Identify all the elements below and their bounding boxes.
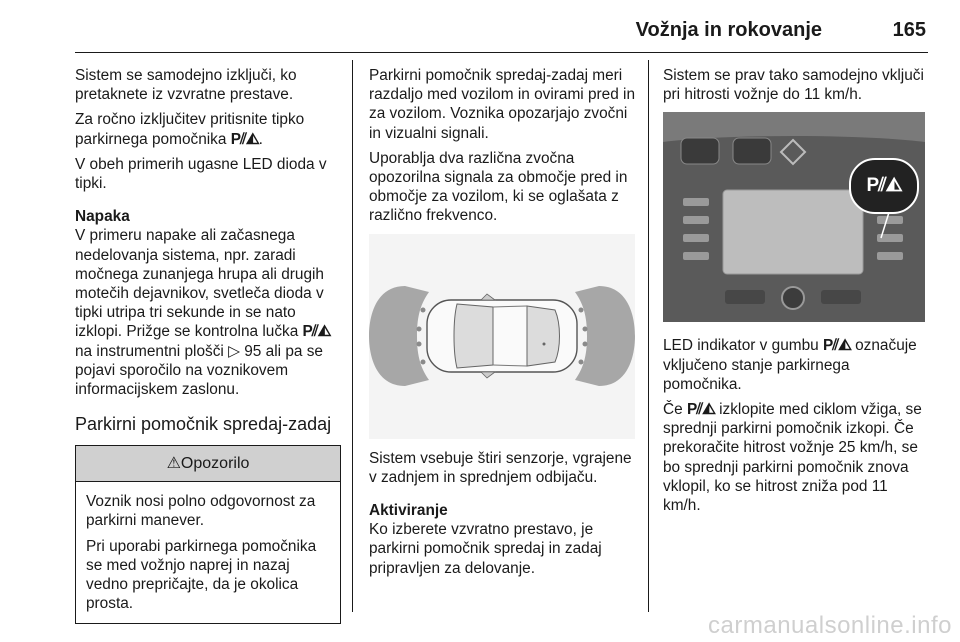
- warning-icon: ⚠: [166, 455, 181, 473]
- column-left: [75, 66, 343, 624]
- page-number: 165: [892, 19, 926, 41]
- column-middle: [369, 66, 639, 584]
- warning-body: [76, 482, 340, 623]
- parking-assist-symbol: P⫽◭: [230, 130, 259, 148]
- header-title: Vožnja in rokovanje: [635, 19, 822, 41]
- warning-text: Voznik nosi polno odgovornost za parkirni manever.: [86, 493, 316, 530]
- paragraph: LED indikator v gumbu P⫽◭ označuje vključeno stanje parkirnega pomočnika.: [663, 337, 917, 393]
- activation-text: Ko izberete vzvratno prestavo, je parkirni pomočnik spredaj in zadaj pripravljen za delovanje.: [369, 521, 602, 577]
- paragraph: V obeh primerih ugasne LED dioda v tipki.: [75, 155, 327, 193]
- column-divider: [648, 60, 649, 612]
- page-reference-icon: ▷: [228, 342, 240, 360]
- sensor-zones-illustration: [369, 234, 635, 439]
- paragraph: Parkirni pomočnik spredaj-zadaj meri razdaljo med vozilom in ovirami pred in za vozilom. Voznika opozarjajo zvočni in vizualni signali.: [369, 67, 636, 142]
- paragraph: Sistem vsebuje štiri senzorje, vgrajene v zadnjem in sprednjem odbijaču.: [369, 449, 632, 486]
- warning-box: [75, 445, 341, 624]
- column-right: [663, 66, 929, 521]
- paragraph: Sistem se samodejno izključi, ko pretaknete iz vzvratne prestave.: [75, 67, 297, 104]
- header-rule: [75, 52, 928, 53]
- section-title: Parkirni pomočnik spredaj-zadaj: [75, 414, 332, 435]
- note-text: V primeru napake ali začasnega nedelovanja sistema, npr. zaradi močnega zunanjega hrupa ali drugih motečih dejavnikov, svetleča dioda v tipki utripa tri sekunde in se nato izklopi. Prižge se kontrolna lučka P⫽◭ na instrumentni plošči ▷ 95 ali pa se pojavi sporočilo na voznikovem informacijskem zaslonu.: [75, 227, 331, 399]
- paragraph: Uporablja dva različna zvočna opozorilna signala za območje pred in območje za vozilom, ki se oglašata z različno frekvenco.: [369, 149, 628, 225]
- column-divider: [352, 60, 353, 612]
- dashboard-illustration: [663, 112, 925, 322]
- paragraph: Za ročno izključitev pritisnite tipko parkirnega pomočnika P⫽◭.: [75, 111, 305, 148]
- parking-assist-symbol: P⫽◭: [302, 323, 331, 341]
- warning-header: [76, 446, 340, 482]
- warning-text: Pri uporabi parkirnega pomočnika se med vožnjo naprej in nazaj vedno prepričajte, da je okolica prosta.: [86, 537, 317, 613]
- parking-assist-symbol: P⫽◭: [822, 337, 851, 355]
- warning-title: Opozorilo: [180, 455, 250, 473]
- paragraph: Če P⫽◭ izklopite med ciklom vžiga, se sprednji parkirni pomočnik izkopi. Če prekoračite hitrost vožnje 25 km/h, se bo sprednji parkirni pomočnik znova vklopil, ko se hitrost zniža pod 11 km/h.: [663, 401, 922, 515]
- watermark: carmanualsonline.info: [708, 612, 952, 639]
- note-heading: Napaka: [75, 208, 130, 226]
- activation-heading: Aktiviranje: [369, 502, 448, 520]
- paragraph: Sistem se prav tako samodejno vključi pri hitrosti vožnje do 11 km/h.: [663, 67, 924, 104]
- parking-assist-button: P⫽◭: [849, 158, 919, 214]
- parking-assist-symbol: P⫽◭: [686, 401, 715, 419]
